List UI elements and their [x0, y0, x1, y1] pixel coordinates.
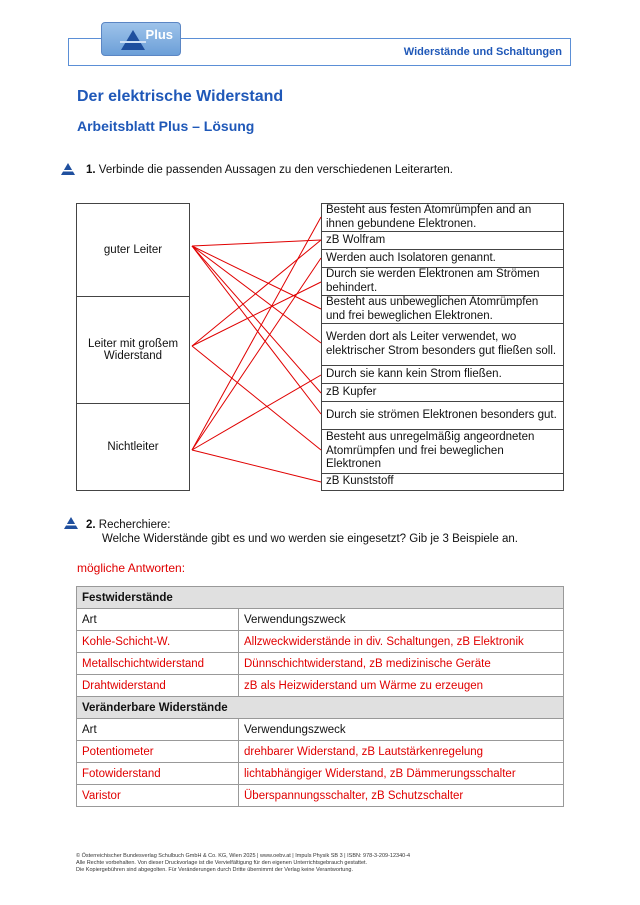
cell-type: Fotowiderstand — [77, 763, 239, 785]
cell-type: Metallschichtwiderstand — [77, 653, 239, 675]
cell-type: Kohle-Schicht-W. — [77, 631, 239, 653]
statement-9: Durch sie strömen Elektronen besonders gut. — [321, 401, 564, 430]
section-variable-title: Veränderbare Widerstände — [77, 697, 564, 719]
table-header-row — [77, 719, 564, 741]
difficulty-icon-2 — [64, 517, 78, 529]
cell-use: drehbarer Widerstand, zB Lautstärkenregelung — [239, 741, 564, 763]
footer-line-1: © Österreichischer Bundesverlag Schulbuch GmbH & Co. KG, Wien 2025 | www.oebv.at | Impuls Physik SB 3 | ISBN: 978-3-209-12340-4 — [76, 853, 411, 859]
line-good-wolfram — [192, 240, 321, 246]
table-header-row — [77, 609, 564, 631]
task-2 — [86, 518, 518, 546]
col-header-use: Verwendungszweck — [239, 719, 564, 741]
answers-label: mögliche Antworten: — [77, 561, 186, 575]
footer-line-2: Alle Rechte vorbehalten. Von dieser Druckvorlage ist die Vervielfältigung für den eigenen Unterrichtsgebrauch gestattet. — [76, 860, 368, 866]
line-non-no-current — [192, 375, 321, 450]
cell-use: Dünnschichtwiderstand, zB medizinische Geräte — [239, 653, 564, 675]
resistors-table — [76, 586, 564, 807]
line-non-isolators — [192, 258, 321, 450]
table-row — [77, 653, 564, 675]
line-good-copper — [192, 246, 321, 393]
task-2-number: 2. — [86, 519, 96, 531]
line-non-bound-electrons — [192, 217, 321, 450]
col-header-type: Art — [77, 719, 239, 741]
left-box-high-resistance: Leiter mit großem Widerstand — [76, 296, 190, 404]
cell-use: zB als Heizwiderstand um Wärme zu erzeugen — [239, 675, 564, 697]
task-2-line1: Recherchiere: — [98, 519, 171, 531]
statement-2: zB Wolfram — [321, 231, 564, 250]
footer-copyright — [76, 853, 556, 874]
statement-4: Durch sie werden Elektronen am Strömen behindert. — [321, 267, 564, 296]
statement-3: Werden auch Isolatoren genannt. — [321, 249, 564, 268]
col-header-use: Verwendungszweck — [239, 609, 564, 631]
table-row — [77, 785, 564, 807]
statement-11: zB Kunststoff — [321, 473, 564, 491]
table-row — [77, 763, 564, 785]
cell-type: Varistor — [77, 785, 239, 807]
task-2-line2: Welche Widerstände gibt es und wo werden sie eingesetzt? Gib je 3 Beispiele an. — [102, 533, 518, 545]
cell-use: Allzweckwiderstände in div. Schaltungen, zB Elektronik — [239, 631, 564, 653]
task-1-number: 1. — [86, 164, 96, 176]
footer-line-3: Die Kopiergebühren sind abgegolten. Für Veränderungen durch Dritte übernimmt der Verlag keine Verantwortung. — [76, 867, 354, 873]
header-topic-label: Widerstände und Schaltungen — [403, 46, 562, 58]
statement-10: Besteht aus unregelmäßig angeordneten Atomrümpfen und frei beweglichen Elektronen — [321, 429, 564, 474]
left-box-nonconductor: Nichtleiter — [76, 403, 190, 491]
page-subtitle: Arbeitsblatt Plus – Lösung — [77, 118, 255, 134]
col-header-type: Art — [77, 609, 239, 631]
statement-7: Durch sie kann kein Strom fließen. — [321, 365, 564, 384]
statement-6: Werden dort als Leiter verwendet, wo elektrischer Strom besonders gut fließen soll. — [321, 323, 564, 366]
section-fixed-title: Festwiderstände — [77, 587, 564, 609]
cell-use: lichtabhängiger Widerstand, zB Dämmerungsschalter — [239, 763, 564, 785]
table-row — [77, 741, 564, 763]
table-row — [77, 675, 564, 697]
cell-type: Drahtwiderstand — [77, 675, 239, 697]
statement-5: Besteht aus unbeweglichen Atomrümpfen und frei beweglichen Elektronen. — [321, 295, 564, 324]
line-resistance-hindered — [192, 282, 321, 346]
left-box-good-conductor: guter Leiter — [76, 203, 190, 297]
cell-use: Überspannungsschalter, zB Schutzschalter — [239, 785, 564, 807]
line-good-used-as-conductor — [192, 246, 321, 343]
table-row — [77, 631, 564, 653]
page-title: Der elektrische Widerstand — [77, 88, 284, 105]
line-non-plastic — [192, 450, 321, 482]
line-resistance-irregular — [192, 346, 321, 450]
logo-text: Plus — [145, 27, 173, 42]
cell-type: Potentiometer — [77, 741, 239, 763]
statement-8: zB Kupfer — [321, 383, 564, 402]
statement-1: Besteht aus festen Atomrümpfen and an ihnen gebundene Elektronen. — [321, 203, 564, 232]
task-1-text: Verbinde die passenden Aussagen zu den verschiedenen Leiterarten. — [98, 164, 454, 176]
